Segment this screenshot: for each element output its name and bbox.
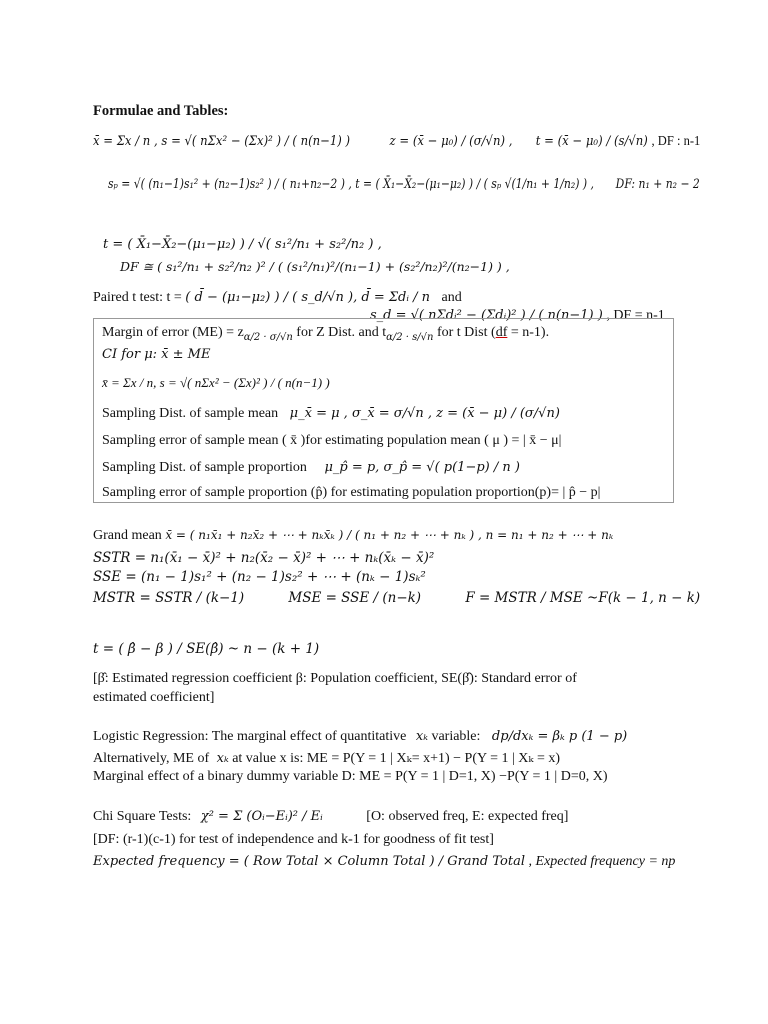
sstr-row [93,549,434,567]
logistic-formula: dp/dxₖ = βₖ p (1 − p) [491,729,628,744]
regression-note-2 [93,689,214,707]
t-df-text: , DF : n-1 [651,134,701,149]
chi-row-3 [93,853,675,871]
paired-and: and [441,290,462,305]
welch-t-formula: t = ( X̄₁−X̄₂−(μ₁−μ₂) ) / √( s₁²/n₁ + s₂²/n₂ ) , [103,237,382,252]
chi-note: [O: observed freq, E: expected freq] [366,809,569,824]
page-title: Formulae and Tables: [93,103,229,119]
formula-row-3b [120,258,510,276]
pooled-df-text: DF: n₁ + n₂ − 2 [615,177,700,192]
sampling-prop-formula: μ_p̂ = p, σ_p̂ = √( p(1−p) / n ) [324,460,520,475]
regression-t-row [93,640,319,658]
paired-label: Paired t test: t = [93,290,182,305]
logistic-rest: variable: [427,729,481,744]
sampling-box [93,318,674,503]
formula-row-2 [108,176,700,194]
logistic-row-2 [93,750,560,768]
t-stat-formula: t = (x̄ − μ₀) / (s/√n) [535,134,648,149]
grand-mean-row [93,526,613,545]
expected-frequency-np: , Expected frequency = np [528,854,676,869]
sampling-mean-line [102,405,560,423]
logistic-alt-text: Alternatively, ME of [93,751,210,766]
me-df-word: df [495,325,508,340]
logistic-text: Logistic Regression: The marginal effect of quantitative [93,729,407,744]
sampling-prop-label: Sampling Dist. of sample proportion [102,460,307,475]
chi-formula: χ² = Σ (Oᵢ−Eᵢ)² / Eᵢ [200,809,323,824]
sampling-error-prop: Sampling error of sample proportion (p̂) for estimating population proportion(p)= | p̂ − p| [102,485,601,500]
sse-formula: SSE = (n₁ − 1)s₁² + (n₂ − 1)s₂² + ⋯ + (nₖ − 1)sₖ² [93,569,426,585]
formula-row-3 [103,236,404,254]
me-z-part: α/2 · σ/√n [243,331,293,343]
regression-note-1 [93,670,577,688]
me-for-z: for Z Dist. and t [296,325,387,340]
ms-row [93,589,700,607]
pooled-sd-formula: sₚ = √( (n₁−1)s₁² + (n₂−1)s₂² ) / ( n₁+n₂−2 ) , t = ( X̄₁−X̄₂−(μ₁−μ₂) ) / ( sₚ √(1/n₁ + 1/n₂) ) , [108,177,594,192]
ci-formula: CI for μ: x̄ ± ME [102,347,211,362]
formula-row-1 [93,133,700,151]
sampling-error-mean-line [102,432,561,450]
grand-mean-formula: x̄ = ( n₁x̄₁ + n₂x̄₂ + ⋯ + nₖx̄ₖ ) / ( n₁ + n₂ + ⋯ + nₖ ) , n = n₁ + n₂ + ⋯ + nₖ [165,528,614,542]
grand-mean-label: Grand mean [93,528,162,543]
sse-row [93,568,426,586]
me-for-t: for t Dist ( [436,325,496,340]
logistic-alt-var: xₖ [216,751,229,766]
paired-t-row [93,289,470,307]
paired-t-formula: ( d̄ − (μ₁−μ₂) ) / ( s_d/√n ), d̄ = Σdᵢ / n [185,290,430,305]
regression-t-formula: t = ( β̂ − β ) / SE(β̂) ~ n − (k + 1) [93,641,320,657]
ci-line [102,346,210,364]
chi-row-1 [93,808,568,826]
mse-formula: MSE = SSE / (n−k) [288,590,422,606]
sampling-error-mean: Sampling error of sample mean ( x̄ )for estimating population mean ( μ ) = | x̄ − μ| [102,433,562,448]
chi-row-2 [93,831,494,849]
logistic-var: xₖ [415,729,428,744]
me-t-part: α/2 · s/√n [386,331,434,343]
chi-label: Chi Square Tests: [93,809,192,824]
regression-note-line-2: estimated coefficient] [93,690,215,705]
sampling-mean-formula: μ_x̄ = μ , σ_x̄ = σ/√n , z = (x̄ − μ) / (σ/√n) [289,406,560,421]
regression-note-line-1: [β̂: Estimated regression coefficient β: Population coefficient, SE(β̂): Standard error of [93,671,577,686]
box-mean-sd-line [102,374,330,392]
sstr-formula: SSTR = n₁(x̄₁ − x̄)² + n₂(x̄₂ − x̄)² + ⋯ + nₖ(x̄ₖ − x̄)² [93,550,435,566]
me-text: Margin of error (ME) = z [102,325,244,340]
logistic-dummy-text: Marginal effect of a binary dummy variable D: ME = P(Y = 1 | D=1, X) −P(Y = 1 | D=0, X) [93,769,608,784]
f-formula: F = MSTR / MSE ~F(k − 1, n − k) [465,590,701,606]
welch-df-formula: DF ≅ ( s₁²/n₁ + s₂²/n₂ )² / ( (s₁²/n₁)²/(n₁−1) + (s₂²/n₂)²/(n₂−1) ) , [120,259,510,274]
mean-sd-formula: x̄ = Σx / n , s = √( nΣx² − (Σx)² ) / ( n(n−1) ) [93,134,351,149]
logistic-row-1 [93,728,627,746]
logistic-alt-rest: at value x is: ME = P(Y = 1 | Xₖ= x+1) − P(Y = 1 | Xₖ = x) [228,751,561,766]
sampling-prop-line [102,459,520,477]
margin-of-error-line [102,324,549,347]
paired-sd-formula: s_d = √( nΣdᵢ² − (Σdᵢ)² ) / ( n(n−1) ) [370,308,603,323]
mstr-formula: MSTR = SSTR / (k−1) [93,590,245,606]
chi-df-note: [DF: (r-1)(c-1) for test of independence and k-1 for goodness of fit test] [93,832,494,847]
me-df-rest: = n-1). [507,325,550,340]
logistic-row-3 [93,768,608,786]
paired-df-text: , DF = n-1 [606,308,665,323]
z-stat-formula: z = (x̄ − μ₀) / (σ/√n) , [389,134,513,149]
sampling-error-prop-line [102,484,600,502]
sampling-mean-label: Sampling Dist. of sample mean [102,406,279,421]
expected-frequency-formula: Expected frequency = ( Row Total × Column Total ) / Grand Total [93,854,526,869]
box-mean-sd-formula: x̄ = Σx / n, s = √( nΣx² − (Σx)² ) / ( n(n−1) ) [102,375,330,390]
